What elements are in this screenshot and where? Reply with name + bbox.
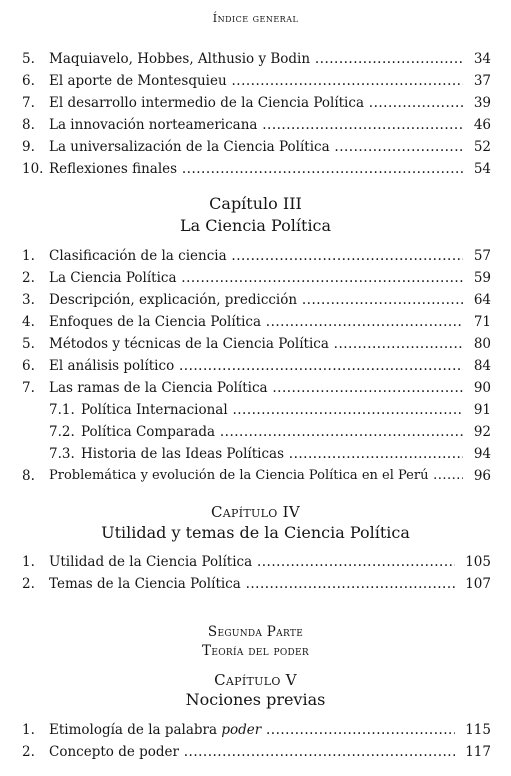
running-head: Índice general [212, 12, 299, 25]
toc-entry [0, 574, 511, 594]
toc-entry [0, 71, 511, 91]
entry-page: 115 [465, 722, 491, 738]
entry-title: La innovación norteamericana ..... [49, 115, 463, 135]
entry-title: Utilidad de la Ciencia Política ..... [49, 552, 455, 572]
entry-title: Política Internacional ..... [81, 400, 463, 420]
entry-title-text: Etimología de la palabra [49, 722, 222, 738]
entry-number: 2. [22, 744, 35, 760]
entry-number: 4. [22, 314, 35, 330]
entry-title: Clasificación de la ciencia ..... [49, 246, 463, 266]
entry-number: 1. [22, 722, 35, 738]
entry-number: 2. [22, 270, 35, 286]
toc-entry [0, 137, 511, 157]
entry-page: 59 [473, 270, 491, 286]
entry-number: 2. [22, 576, 35, 592]
entry-title: Enfoques de la Ciencia Política ..... [49, 312, 463, 332]
toc-entry [0, 356, 511, 376]
part-label: Segunda Parte [207, 624, 304, 640]
entry-title: El análisis político ..... [49, 356, 463, 376]
entry-number: 6. [22, 73, 35, 89]
entry-number: 5. [22, 51, 35, 67]
entry-number: 6. [22, 358, 35, 374]
chapter-label: Capítulo III [209, 194, 302, 213]
entry-title: Problemática y evolución de la Ciencia Política en el Perú ..... [49, 466, 463, 486]
entry-number: 7. [22, 380, 35, 396]
toc-entry [0, 334, 511, 354]
entry-number: 8. [22, 117, 35, 133]
entry-page: 34 [473, 51, 491, 67]
entry-page: 71 [473, 314, 491, 330]
toc-entry [0, 720, 511, 740]
entry-title: Las ramas de la Ciencia Política ..... [49, 378, 463, 398]
entry-number: 1. [22, 248, 35, 264]
entry-page: 105 [465, 554, 491, 570]
entry-page: 64 [473, 292, 491, 308]
entry-title-italic: poder [221, 722, 262, 738]
part-title: Teoría del poder [202, 643, 309, 659]
entry-page: 54 [473, 161, 491, 177]
toc-entry [0, 742, 511, 762]
toc-entry [0, 378, 511, 398]
entry-page: 52 [473, 139, 491, 155]
chapter-title: La Ciencia Política [179, 216, 332, 235]
entry-number: 10. [22, 161, 44, 177]
entry-title: Métodos y técnicas de la Ciencia Política ..... [49, 334, 463, 354]
toc-subentry [0, 444, 511, 464]
entry-page: 107 [465, 576, 491, 592]
toc-subentry [0, 422, 511, 442]
chapter-label: Capítulo IV [211, 503, 300, 521]
entry-number: 1. [22, 554, 35, 570]
toc-entry [0, 552, 511, 572]
entry-page: 94 [473, 446, 491, 462]
entry-page: 37 [473, 73, 491, 89]
toc-entry [0, 290, 511, 310]
entry-page: 90 [473, 380, 491, 396]
toc-entry [0, 115, 511, 135]
entry-title: Historia de las Ideas Políticas ..... [81, 444, 463, 464]
toc-entry [0, 93, 511, 113]
entry-title [49, 720, 455, 740]
entry-number: 7.3. [49, 446, 75, 462]
entry-page: 46 [473, 117, 491, 133]
toc-entry [0, 466, 511, 486]
entry-title: Reflexiones finales ..... [49, 159, 463, 179]
toc-entry [0, 246, 511, 266]
entry-title: La universalización de la Ciencia Política ..... [49, 137, 463, 157]
entry-number: 7. [22, 95, 35, 111]
toc-subentry [0, 400, 511, 420]
toc-entry [0, 49, 511, 69]
chapter-label: Capítulo V [214, 671, 297, 689]
entry-title: Temas de la Ciencia Política ..... [49, 574, 455, 594]
entry-number: 3. [22, 292, 35, 308]
entry-number: 5. [22, 336, 35, 352]
entry-page: 117 [465, 744, 491, 760]
entry-title: Maquiavelo, Hobbes, Althusio y Bodin ..... [49, 49, 463, 69]
entry-page: 92 [473, 424, 491, 440]
entry-page: 96 [473, 468, 491, 484]
entry-page: 80 [473, 336, 491, 352]
entry-title: Concepto de poder ..... [49, 742, 455, 762]
chapter-title: Nociones previas [185, 690, 326, 709]
entry-title: Descripción, explicación, predicción ..... [49, 290, 463, 310]
entry-page: 39 [473, 95, 491, 111]
entry-title: Política Comparada ..... [81, 422, 463, 442]
entry-number: 7.1. [49, 402, 75, 418]
toc-entry [0, 159, 511, 179]
entry-number: 7.2. [49, 424, 75, 440]
entry-page: 57 [473, 248, 491, 264]
toc-entry [0, 268, 511, 288]
entry-title: El aporte de Montesquieu ..... [49, 71, 463, 91]
entry-title: El desarrollo intermedio de la Ciencia Política ..... [49, 93, 463, 113]
entry-page: 84 [473, 358, 491, 374]
entry-number: 9. [22, 139, 35, 155]
entry-title: La Ciencia Política ..... [49, 268, 463, 288]
entry-page: 91 [473, 402, 491, 418]
entry-number: 8. [22, 468, 35, 484]
toc-entry [0, 312, 511, 332]
chapter-title: Utilidad y temas de la Ciencia Política [101, 523, 410, 542]
